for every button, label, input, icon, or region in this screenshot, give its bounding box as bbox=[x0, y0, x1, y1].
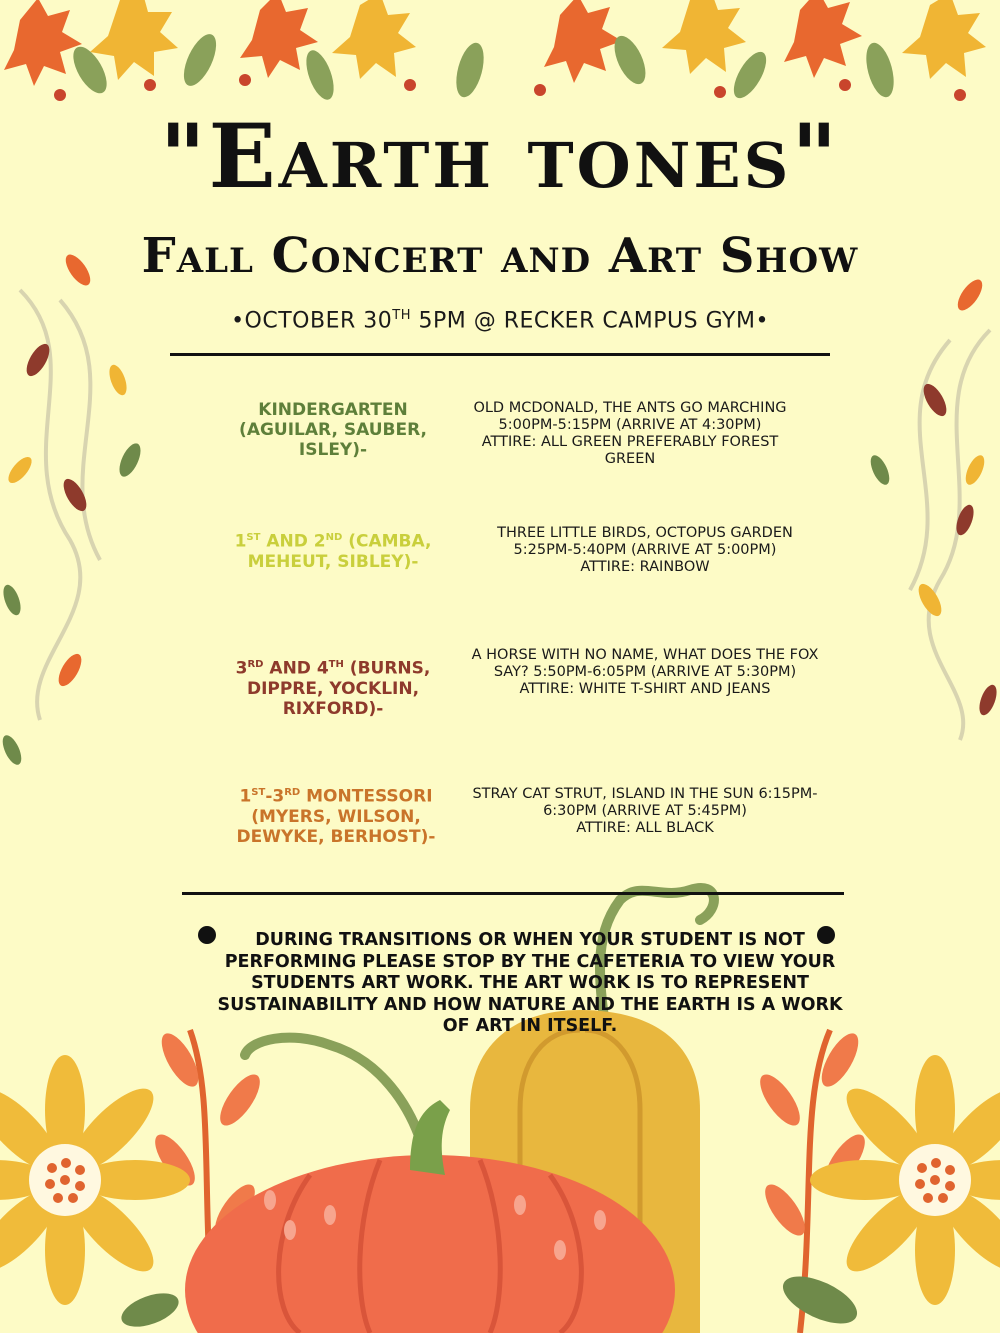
group-montessori-info: STRAY CAT STRUT, ISLAND IN THE SUN 6:15PM-6:30PM (ARRIVE AT 5:45PM) ATTIRE: ALL BLACK bbox=[472, 786, 818, 836]
art-show-note: DURING TRANSITIONS OR WHEN YOUR STUDENT IS NOT PERFORMING PLEASE STOP BY THE CAFETERIA TO VIEW YOUR STUDENTS ART WORK. THE ART WORK IS TO REPRESENT SUSTAINABILITY AND HOW NATURE AND THE EARTH IS A WORK OF ART IN ITSELF. bbox=[217, 930, 843, 1036]
left-sunflower bbox=[0, 1055, 190, 1305]
group-1st-2nd-label: 1ST AND 2ND (CAMBA, MEHEUT, SIBLEY)- bbox=[234, 531, 432, 572]
poster-subtitle: Fall Concert and Art Show bbox=[141, 228, 859, 284]
group-3rd-4th-info: A HORSE WITH NO NAME, WHAT DOES THE FOX SAY? 5:50PM-6:05PM (ARRIVE AT 5:30PM) ATTIRE: WHITE T-SHIRT AND JEANS bbox=[471, 647, 819, 697]
right-sunflower bbox=[810, 1055, 1000, 1305]
right-swirls bbox=[910, 330, 990, 740]
event-date-location: •OCTOBER 30TH 5PM @ RECKER CAMPUS GYM• bbox=[231, 308, 769, 334]
top-leaf-garland bbox=[4, 0, 986, 103]
bottom-divider bbox=[182, 892, 844, 895]
top-divider bbox=[170, 353, 830, 356]
group-montessori-label: 1ST-3RD MONTESSORI (MYERS, WILSON, DEWYKE, BERHOST)- bbox=[236, 786, 436, 847]
group-3rd-4th-label: 3RD AND 4TH (BURNS, DIPPRE, YOCKLIN, RIXFORD)- bbox=[235, 658, 431, 719]
group-1st-2nd-info: THREE LITTLE BIRDS, OCTOPUS GARDEN 5:25PM-5:40PM (ARRIVE AT 5:00PM) ATTIRE: RAINBOW bbox=[497, 525, 793, 575]
note-bullet-left bbox=[198, 926, 216, 944]
group-kindergarten-label: KINDERGARTEN (AGUILAR, SAUBER, ISLEY)- bbox=[239, 400, 427, 460]
poster-title: "Earth tones" bbox=[159, 104, 841, 208]
group-kindergarten-info: OLD MCDONALD, THE ANTS GO MARCHING 5:00PM-5:15PM (ARRIVE AT 4:30PM) ATTIRE: ALL GREEN PREFERABLY FOREST GREEN bbox=[473, 400, 787, 467]
